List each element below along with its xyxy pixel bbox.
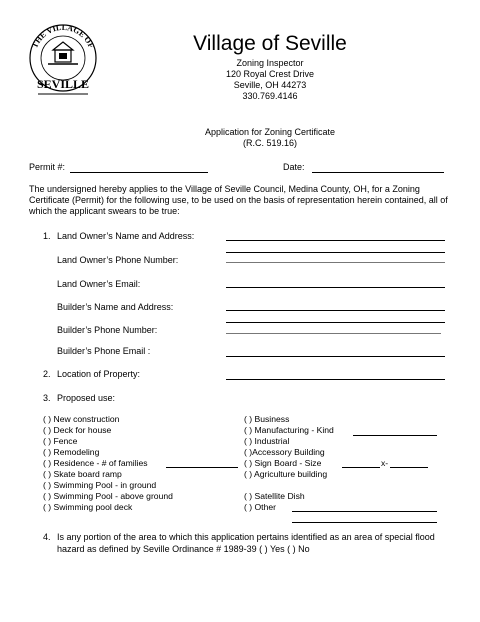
location-label: Location of Property: <box>57 369 141 379</box>
use-pool-above-ground[interactable]: ( ) Swimming Pool - above ground <box>43 491 173 501</box>
q4-number: 4. <box>43 532 51 542</box>
date-field[interactable] <box>312 172 444 173</box>
permit-label: Permit #: <box>29 162 66 172</box>
flood-question-line1: Is any portion of the area to which this application pertains identified as an area of special flood <box>57 532 435 542</box>
street-address: 120 Royal Crest Drive <box>225 69 315 79</box>
use-industrial[interactable]: ( ) Industrial <box>244 436 290 446</box>
use-fence[interactable]: ( ) Fence <box>43 436 78 446</box>
owner-email-label: Land Owner’s Email: <box>57 279 141 289</box>
use-satellite-dish[interactable]: ( ) Satellite Dish <box>244 491 305 501</box>
use-other[interactable]: ( ) Other <box>244 502 276 512</box>
date-label: Date: <box>283 162 305 172</box>
sign-size-separator: x- <box>381 458 389 468</box>
builder-email-field[interactable] <box>226 356 445 357</box>
permit-field[interactable] <box>70 172 208 173</box>
builder-phone-label: Builder’s Phone Number: <box>57 325 158 335</box>
manufacturing-kind-field[interactable] <box>353 435 437 436</box>
proposed-use-label: Proposed use: <box>57 393 116 403</box>
use-accessory-building[interactable]: ( )Accessory Building <box>244 447 325 457</box>
owner-address-field[interactable] <box>226 252 445 253</box>
q3-number: 3. <box>43 393 51 403</box>
builder-address-field[interactable] <box>226 322 445 323</box>
sign-size-height-field[interactable] <box>390 467 428 468</box>
q1-number: 1. <box>43 231 51 241</box>
svg-text:THE VILLAGE OF: THE VILLAGE OF <box>30 22 96 50</box>
builder-name-label: Builder’s Name and Address: <box>57 302 174 312</box>
form-code: (R.C. 519.16) <box>242 138 298 148</box>
use-manufacturing[interactable]: ( ) Manufacturing - Kind <box>244 425 334 435</box>
use-pool-deck[interactable]: ( ) Swimming pool deck <box>43 502 133 512</box>
builder-name-field[interactable] <box>226 310 445 311</box>
village-seal-logo <box>26 18 100 100</box>
use-sign-board[interactable]: ( ) Sign Board - Size <box>244 458 322 468</box>
form-title: Application for Zoning Certificate <box>204 127 336 137</box>
q2-number: 2. <box>43 369 51 379</box>
builder-email-label: Builder’s Phone Email : <box>57 346 151 356</box>
other-use-field[interactable] <box>292 511 437 512</box>
use-deck[interactable]: ( ) Deck for house <box>43 425 112 435</box>
use-business[interactable]: ( ) Business <box>244 414 290 424</box>
page-title: Village of Seville <box>193 32 347 55</box>
builder-address-field-2[interactable] <box>226 333 441 334</box>
intro-paragraph: The undersigned hereby applies to the Village of Seville Council, Medina County, OH, for a Zoning Certificate (Permit) for the following use, to be used on the basis of representation herein contained, all of which the applicant swears to be true: <box>29 184 448 216</box>
other-use-field-2[interactable] <box>292 522 437 523</box>
use-residence[interactable]: ( ) Residence - # of families <box>43 458 148 468</box>
location-field[interactable] <box>226 379 445 380</box>
families-field[interactable] <box>166 467 238 468</box>
flood-question-line2[interactable]: hazard as defined by Seville Ordinance # 1989-39 ( ) Yes ( ) No <box>57 544 310 554</box>
owner-name-label: Land Owner’s Name and Address: <box>57 231 195 241</box>
use-new-construction[interactable]: ( ) New construction <box>43 414 120 424</box>
use-pool-in-ground[interactable]: ( ) Swimming Pool - in ground <box>43 480 157 490</box>
use-skate-ramp[interactable]: ( ) Skate board ramp <box>43 469 122 479</box>
use-agriculture-building[interactable]: ( ) Agriculture building <box>244 469 328 479</box>
owner-email-field[interactable] <box>226 287 445 288</box>
use-remodeling[interactable]: ( ) Remodeling <box>43 447 100 457</box>
department: Zoning Inspector <box>236 58 304 68</box>
owner-phone-label: Land Owner’s Phone Number: <box>57 255 179 265</box>
phone-number: 330.769.4146 <box>242 91 298 101</box>
city-address: Seville, OH 44273 <box>233 80 307 90</box>
owner-name-field[interactable] <box>226 240 445 241</box>
svg-text:SEVILLE: SEVILLE <box>36 77 90 91</box>
sign-size-width-field[interactable] <box>342 467 380 468</box>
owner-address-field-2[interactable] <box>226 262 445 263</box>
